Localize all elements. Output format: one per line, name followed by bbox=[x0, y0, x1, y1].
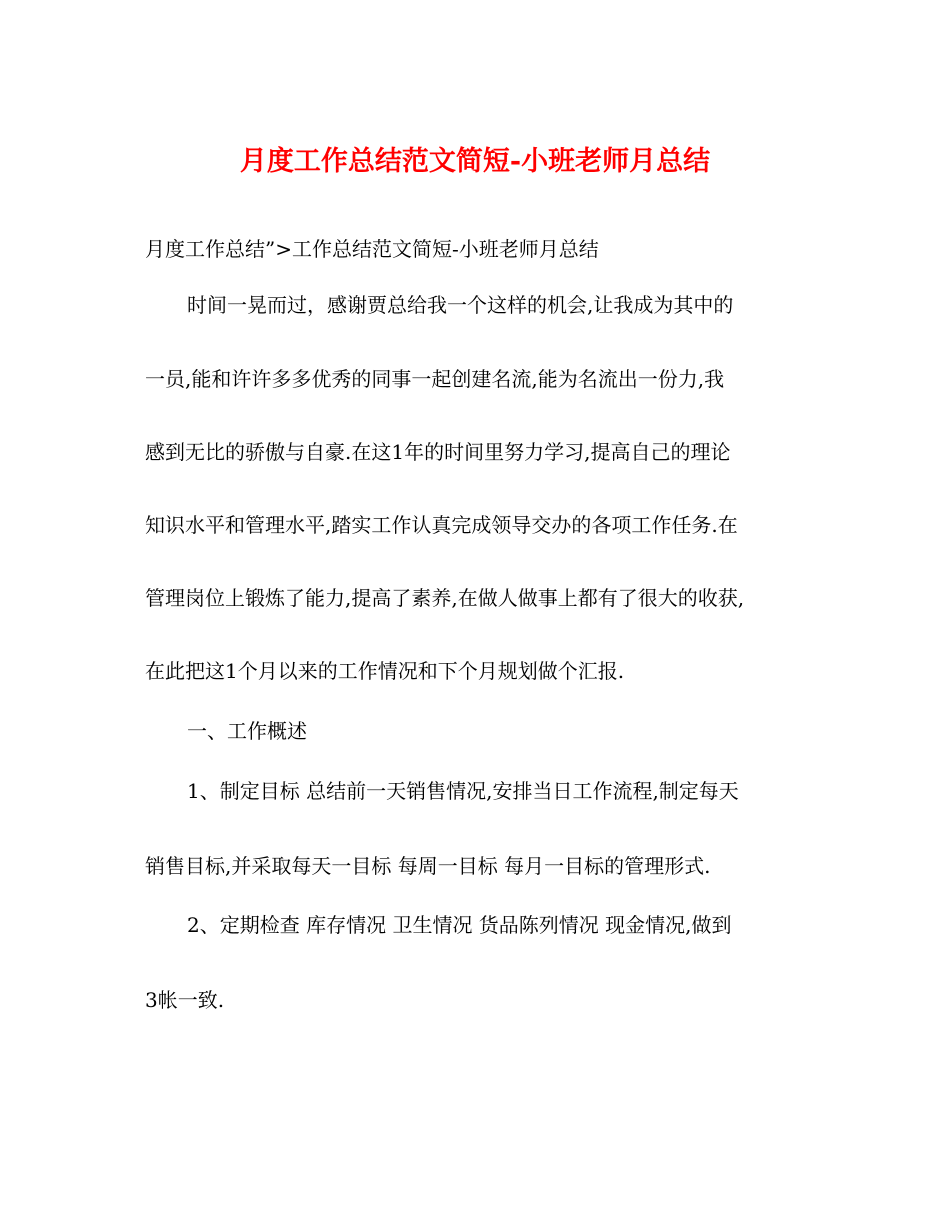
document-title: 月度工作总结范文简短-小班老师月总结 bbox=[239, 146, 711, 177]
breadcrumb-line: 月度工作总结”>工作总结范文简短-小班老师月总结 bbox=[145, 237, 599, 261]
paragraph-line: 销售目标,并采取每天一目标 每周一目标 每月一目标的管理形式. bbox=[145, 854, 711, 878]
paragraph-line: 管理岗位上锻炼了能力,提高了素养,在做人做事上都有了很大的收获, bbox=[145, 586, 745, 610]
paragraph-line: 一员,能和许许多多优秀的同事一起创建名流,能为名流出一份力,我 bbox=[145, 367, 725, 391]
paragraph-line: 时间一晃而过，感谢贾总给我一个这样的机会,让我成为其中的 bbox=[187, 293, 734, 317]
paragraph-line: 2、定期检查 库存情况 卫生情况 货品陈列情况 现金情况,做到 bbox=[187, 913, 732, 937]
paragraph-line: 1、制定目标 总结前一天销售情况,安排当日工作流程,制定每天 bbox=[187, 779, 739, 803]
paragraph-line: 感到无比的骄傲与自豪.在这1年的时间里努力学习,提高自己的理论 bbox=[145, 440, 731, 464]
section-heading: 一、工作概述 bbox=[187, 719, 307, 743]
paragraph-line: 在此把这1个月以来的工作情况和下个月规划做个汇报. bbox=[145, 659, 625, 683]
paragraph-line: 3帐一致. bbox=[145, 988, 225, 1012]
paragraph-line: 知识水平和管理水平,踏实工作认真完成领导交办的各项工作任务.在 bbox=[145, 513, 738, 537]
